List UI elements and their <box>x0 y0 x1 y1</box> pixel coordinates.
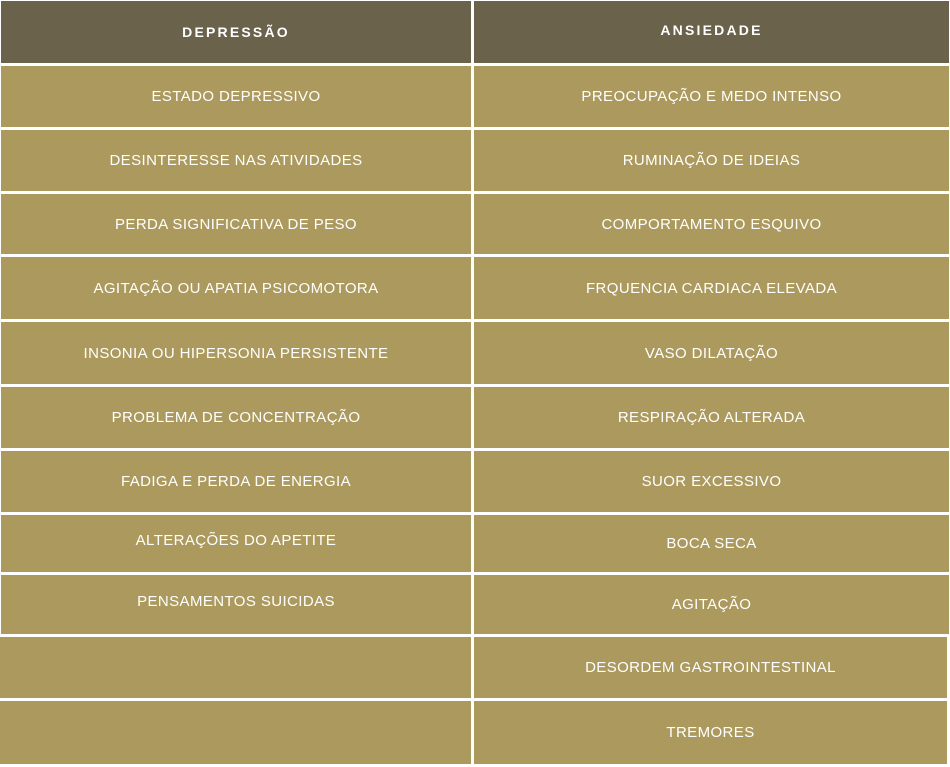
header-ansiedade-label: ANSIEDADE <box>660 22 763 38</box>
cell-text: PREOCUPAÇÃO E MEDO INTENSO <box>581 88 842 105</box>
table-cell-ansiedade <box>474 130 949 191</box>
cell-text: FRQUENCIA CARDIACA ELEVADA <box>585 279 837 297</box>
table-cell-depressao <box>1 575 471 634</box>
table-cell-depressao <box>0 637 471 698</box>
cell-text: TREMORES <box>666 724 755 741</box>
table-cell-ansiedade <box>474 194 949 254</box>
table-cell-depressao <box>1 387 471 448</box>
cell-text: ALTERAÇÕES DO APETITE <box>135 532 337 549</box>
header-ansiedade <box>474 1 949 63</box>
cell-text: PROBLEMA DE CONCENTRAÇÃO <box>111 409 361 426</box>
cell-text: DESINTERESSE NAS ATIVIDADES <box>109 152 363 169</box>
table-cell-ansiedade <box>474 515 949 572</box>
cell-text: PERDA SIGNIFICATIVA DE PESO <box>115 215 357 233</box>
table-cell-depressao <box>1 66 471 127</box>
cell-text: BOCA SECA <box>666 535 757 552</box>
cell-text: FADIGA E PERDA DE ENERGIA <box>120 473 352 490</box>
table-cell-ansiedade <box>474 322 949 384</box>
cell-text: RUMINAÇÃO DE IDEIAS <box>622 152 801 169</box>
table-cell-ansiedade <box>474 575 949 634</box>
cell-text: DESORDEM GASTROINTESTINAL <box>585 659 836 676</box>
table-cell-ansiedade <box>474 637 947 698</box>
cell-text: PENSAMENTOS SUICIDAS <box>137 593 335 610</box>
cell-text: SUOR EXCESSIVO <box>641 473 782 490</box>
table-cell-depressao <box>1 130 471 191</box>
cell-text: VASO DILATAÇÃO <box>644 344 779 362</box>
table-cell-depressao <box>0 701 471 764</box>
cell-text: AGITAÇÃO <box>671 596 752 613</box>
table-cell-ansiedade <box>474 387 949 448</box>
table-cell-depressao <box>1 451 471 512</box>
cell-text: INSONIA OU HIPERSONIA PERSISTENTE <box>83 344 389 362</box>
header-depressao <box>1 1 471 63</box>
header-depressao-label: DEPRESSÃO <box>182 24 290 40</box>
table-cell-ansiedade <box>474 257 949 319</box>
table-cell-depressao <box>1 257 471 319</box>
table-cell-ansiedade <box>474 701 947 764</box>
table-cell-depressao <box>1 515 471 572</box>
table-cell-ansiedade <box>474 66 949 127</box>
table-cell-depressao <box>1 194 471 254</box>
cell-text: ESTADO DEPRESSIVO <box>151 88 321 105</box>
cell-text: RESPIRAÇÃO ALTERADA <box>617 409 806 426</box>
cell-text: AGITAÇÃO OU APATIA PSICOMOTORA <box>93 279 379 297</box>
table-cell-depressao <box>1 322 471 384</box>
cell-text: COMPORTAMENTO ESQUIVO <box>601 215 822 233</box>
table-cell-ansiedade <box>474 451 949 512</box>
